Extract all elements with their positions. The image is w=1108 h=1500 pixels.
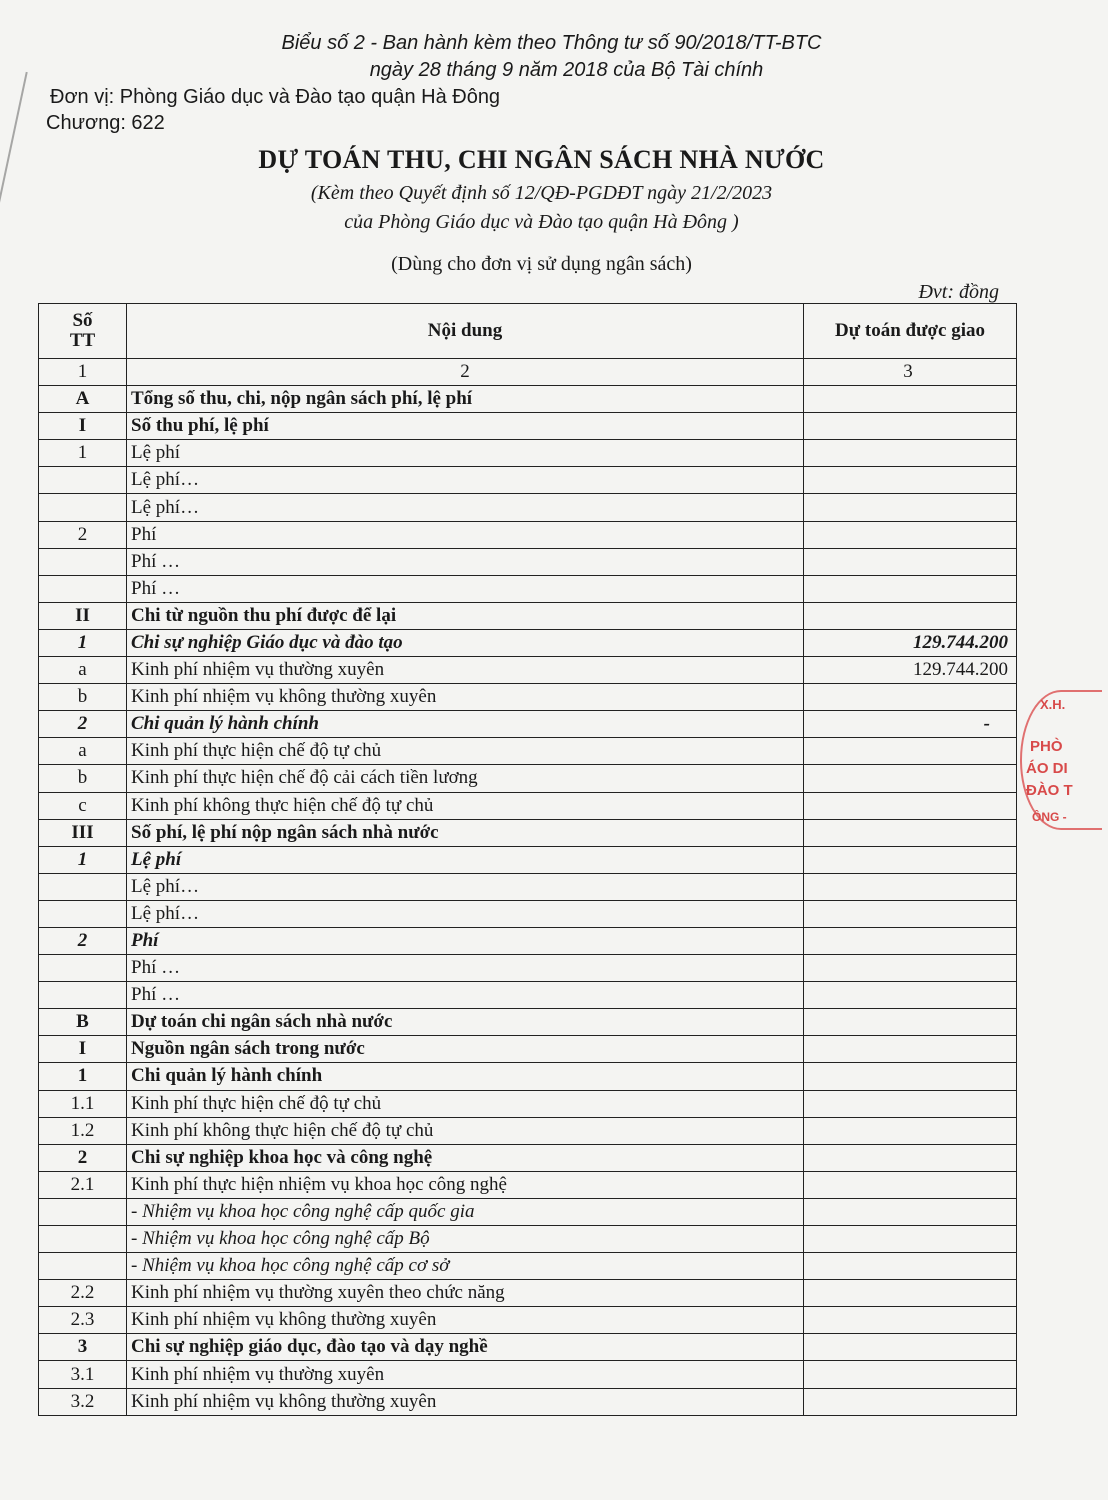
row-estimate-value <box>804 1198 1017 1225</box>
table-row <box>39 1117 1017 1144</box>
row-content: Phí … <box>127 575 804 602</box>
row-stt: b <box>39 765 127 792</box>
row-stt <box>39 1198 127 1225</box>
table-row <box>39 602 1017 629</box>
row-content: Kinh phí không thực hiện chế độ tự chủ <box>127 792 804 819</box>
row-content: Chi từ nguồn thu phí được để lại <box>127 602 804 629</box>
row-stt <box>39 548 127 575</box>
column-number-2: 2 <box>127 359 804 386</box>
row-stt <box>39 467 127 494</box>
row-content: Kinh phí thực hiện chế độ tự chủ <box>127 1090 804 1117</box>
row-stt <box>39 873 127 900</box>
form-reference: Biểu số 2 - Ban hành kèm theo Thông tư số 90/2018/TT-BTC <box>281 32 822 54</box>
row-estimate-value <box>804 1144 1017 1171</box>
row-stt: 2 <box>39 927 127 954</box>
row-estimate-value <box>804 1117 1017 1144</box>
row-content: Phí … <box>127 548 804 575</box>
row-stt: 1 <box>39 440 127 467</box>
row-estimate-value <box>804 602 1017 629</box>
row-stt: B <box>39 1009 127 1036</box>
row-estimate-value <box>804 955 1017 982</box>
row-content: Chi quản lý hành chính <box>127 1063 804 1090</box>
usage-note: (Dùng cho đơn vị sử dụng ngân sách) <box>391 253 692 275</box>
row-stt: 1 <box>39 1063 127 1090</box>
table-row <box>39 1280 1017 1307</box>
row-stt: 1.1 <box>39 1090 127 1117</box>
row-estimate-value <box>804 1334 1017 1361</box>
row-stt: I <box>39 1036 127 1063</box>
row-stt: a <box>39 657 127 684</box>
table-row <box>39 494 1017 521</box>
row-stt <box>39 900 127 927</box>
row-stt: b <box>39 684 127 711</box>
row-estimate-value <box>804 1253 1017 1280</box>
row-estimate-value <box>804 521 1017 548</box>
table-row <box>39 819 1017 846</box>
row-stt: 3.2 <box>39 1388 127 1415</box>
row-content: Kinh phí nhiệm vụ không thường xuyên <box>127 684 804 711</box>
table-row <box>39 1226 1017 1253</box>
row-content: Dự toán chi ngân sách nhà nước <box>127 1009 804 1036</box>
row-content: Phí … <box>127 955 804 982</box>
row-content: Kinh phí nhiệm vụ không thường xuyên <box>127 1388 804 1415</box>
row-estimate-value <box>804 1388 1017 1415</box>
form-reference-date: ngày 28 tháng 9 năm 2018 của Bộ Tài chính <box>369 59 764 81</box>
row-content: Lệ phí… <box>127 494 804 521</box>
row-content: Lệ phí <box>127 440 804 467</box>
table-row <box>39 684 1017 711</box>
row-stt: 2.3 <box>39 1307 127 1334</box>
table-row <box>39 1361 1017 1388</box>
table-row <box>39 657 1017 684</box>
row-content: Kinh phí nhiệm vụ thường xuyên theo chức năng <box>127 1280 804 1307</box>
row-stt: 2 <box>39 711 127 738</box>
table-row <box>39 413 1017 440</box>
row-stt: II <box>39 602 127 629</box>
table-row <box>39 629 1017 656</box>
row-estimate-value <box>804 494 1017 521</box>
row-content: Tổng số thu, chi, nộp ngân sách phí, lệ phí <box>127 386 804 413</box>
row-content: Phí <box>127 521 804 548</box>
row-stt: c <box>39 792 127 819</box>
seal-text-4: ĐÀO T <box>1026 782 1073 799</box>
row-estimate-value <box>804 1171 1017 1198</box>
table-row <box>39 1307 1017 1334</box>
row-stt: III <box>39 819 127 846</box>
row-content: Phí <box>127 927 804 954</box>
column-number-row <box>39 359 1017 386</box>
row-stt: 1 <box>39 629 127 656</box>
table-row <box>39 548 1017 575</box>
unit-name: Đơn vị: Phòng Giáo dục và Đào tạo quận Hà Đông <box>50 86 501 108</box>
row-estimate-value <box>804 1226 1017 1253</box>
table-row <box>39 440 1017 467</box>
row-stt <box>39 575 127 602</box>
row-estimate-value: - <box>804 711 1017 738</box>
table-row <box>39 1334 1017 1361</box>
row-content: Lệ phí… <box>127 467 804 494</box>
row-stt: 1.2 <box>39 1117 127 1144</box>
row-estimate-value <box>804 900 1017 927</box>
table-row <box>39 386 1017 413</box>
table-row <box>39 792 1017 819</box>
table-row <box>39 1144 1017 1171</box>
table-row <box>39 873 1017 900</box>
row-estimate-value <box>804 982 1017 1009</box>
budget-table <box>38 303 1017 1416</box>
row-estimate-value <box>804 819 1017 846</box>
row-content: Chi sự nghiệp khoa học và công nghệ <box>127 1144 804 1171</box>
row-stt: a <box>39 738 127 765</box>
row-estimate-value <box>804 440 1017 467</box>
row-content: Kinh phí không thực hiện chế độ tự chủ <box>127 1117 804 1144</box>
row-content: Kinh phí nhiệm vụ không thường xuyên <box>127 1307 804 1334</box>
table-row <box>39 765 1017 792</box>
row-estimate-value <box>804 738 1017 765</box>
table-row <box>39 1253 1017 1280</box>
row-estimate-value <box>804 1063 1017 1090</box>
row-content: Lệ phí <box>127 846 804 873</box>
table-row <box>39 1171 1017 1198</box>
row-content: Số thu phí, lệ phí <box>127 413 804 440</box>
header-stt <box>39 304 127 359</box>
row-content: - Nhiệm vụ khoa học công nghệ cấp Bộ <box>127 1226 804 1253</box>
row-stt: 3 <box>39 1334 127 1361</box>
row-estimate-value <box>804 548 1017 575</box>
row-content: Lệ phí… <box>127 873 804 900</box>
table-row <box>39 1090 1017 1117</box>
row-estimate-value <box>804 927 1017 954</box>
table-row <box>39 927 1017 954</box>
table-row <box>39 1198 1017 1225</box>
row-stt <box>39 955 127 982</box>
decision-reference: (Kèm theo Quyết định số 12/QĐ-PGDĐT ngày 21/2/2023 <box>310 182 773 204</box>
table-row <box>39 982 1017 1009</box>
table-row <box>39 467 1017 494</box>
seal-text-3: ÁO DI <box>1026 760 1068 777</box>
row-stt: 1 <box>39 846 127 873</box>
row-estimate-value <box>804 1009 1017 1036</box>
row-content: Nguồn ngân sách trong nước <box>127 1036 804 1063</box>
seal-text-5: ÔNG - <box>1032 810 1067 824</box>
row-estimate-value <box>804 846 1017 873</box>
row-content: Chi sự nghiệp Giáo dục và đào tạo <box>127 629 804 656</box>
row-estimate-value: 129.744.200 <box>804 657 1017 684</box>
row-estimate-value <box>804 1361 1017 1388</box>
row-estimate-value <box>804 765 1017 792</box>
seal-text-2: PHÒ <box>1030 738 1063 755</box>
row-estimate-value <box>804 1036 1017 1063</box>
row-estimate-value <box>804 467 1017 494</box>
row-content: Số phí, lệ phí nộp ngân sách nhà nước <box>127 819 804 846</box>
row-content: Kinh phí nhiệm vụ thường xuyên <box>127 657 804 684</box>
row-content: - Nhiệm vụ khoa học công nghệ cấp quốc gia <box>127 1198 804 1225</box>
header-stt-line1: Số <box>72 310 93 331</box>
row-stt: I <box>39 413 127 440</box>
row-stt: 3.1 <box>39 1361 127 1388</box>
table-row <box>39 711 1017 738</box>
row-estimate-value <box>804 575 1017 602</box>
table-row <box>39 1036 1017 1063</box>
row-content: - Nhiệm vụ khoa học công nghệ cấp cơ sở <box>127 1253 804 1280</box>
table-row <box>39 1063 1017 1090</box>
row-estimate-value <box>804 1280 1017 1307</box>
table-row <box>39 900 1017 927</box>
row-stt <box>39 1226 127 1253</box>
table-row <box>39 1388 1017 1415</box>
table-row <box>39 521 1017 548</box>
row-content: Kinh phí thực hiện chế độ cải cách tiền lương <box>127 765 804 792</box>
row-content: Kinh phí thực hiện chế độ tự chủ <box>127 738 804 765</box>
header-estimate: Dự toán được giao <box>804 304 1017 359</box>
row-stt: 2.1 <box>39 1171 127 1198</box>
column-number-3: 3 <box>804 359 1017 386</box>
row-estimate-value <box>804 792 1017 819</box>
row-content: Kinh phí nhiệm vụ thường xuyên <box>127 1361 804 1388</box>
seal-text-1: X.H. <box>1040 697 1066 712</box>
document-title: DỰ TOÁN THU, CHI NGÂN SÁCH NHÀ NƯỚC <box>258 145 825 174</box>
row-content: Chi sự nghiệp giáo dục, đào tạo và dạy nghề <box>127 1334 804 1361</box>
table-row <box>39 846 1017 873</box>
row-stt <box>39 1253 127 1280</box>
row-content: Chi quản lý hành chính <box>127 711 804 738</box>
decision-issuer: của Phòng Giáo dục và Đào tạo quận Hà Đông ) <box>344 211 739 233</box>
row-estimate-value <box>804 386 1017 413</box>
table-row <box>39 1009 1017 1036</box>
currency-unit: Đvt: đồng <box>918 281 999 303</box>
table-row <box>39 955 1017 982</box>
table-header-row <box>39 304 1017 359</box>
row-stt <box>39 494 127 521</box>
header-content: Nội dung <box>127 304 804 359</box>
row-estimate-value <box>804 873 1017 900</box>
row-content: Lệ phí… <box>127 900 804 927</box>
row-stt: A <box>39 386 127 413</box>
row-stt: 2 <box>39 1144 127 1171</box>
column-number-1: 1 <box>39 359 127 386</box>
header-stt-line2: TT <box>69 330 96 351</box>
row-estimate-value <box>804 1307 1017 1334</box>
table-row <box>39 738 1017 765</box>
row-stt <box>39 982 127 1009</box>
row-estimate-value <box>804 684 1017 711</box>
row-estimate-value: 129.744.200 <box>804 629 1017 656</box>
row-content: Phí … <box>127 982 804 1009</box>
row-stt: 2 <box>39 521 127 548</box>
chapter-code: Chương: 622 <box>46 112 165 134</box>
row-estimate-value <box>804 1090 1017 1117</box>
row-stt: 2.2 <box>39 1280 127 1307</box>
row-estimate-value <box>804 413 1017 440</box>
table-row <box>39 575 1017 602</box>
red-seal-stamp <box>1018 690 1108 830</box>
row-content: Kinh phí thực hiện nhiệm vụ khoa học công nghệ <box>127 1171 804 1198</box>
